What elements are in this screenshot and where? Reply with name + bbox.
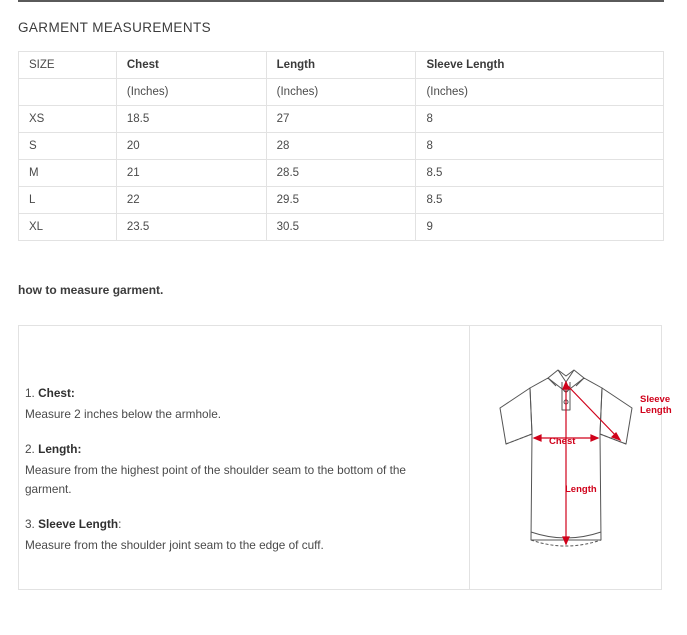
- cell-length: 28: [266, 133, 416, 160]
- instruction-sleeve-term: Sleeve Length: [38, 517, 119, 531]
- top-divider: [18, 0, 664, 2]
- instruction-sleeve-number: 3.: [25, 517, 39, 531]
- measurement-guide-panel: [18, 325, 672, 590]
- cell-size: XL: [19, 214, 117, 241]
- instruction-chest-term: Chest:: [38, 386, 75, 400]
- cell-chest: 18.5: [116, 106, 266, 133]
- instruction-sleeve-length: [25, 515, 455, 555]
- table-row: [19, 160, 664, 187]
- column-header-size: SIZE: [19, 52, 117, 79]
- cell-sleeve: 8: [416, 133, 664, 160]
- page-title: GARMENT MEASUREMENTS: [18, 20, 212, 35]
- instruction-length-term: Length:: [38, 442, 82, 456]
- instruction-chest-number: 1.: [25, 386, 39, 400]
- instruction-length-number: 2.: [25, 442, 39, 456]
- cell-sleeve: 8.5: [416, 187, 664, 214]
- table-row: [19, 133, 664, 160]
- table-units-row: [19, 79, 664, 106]
- diagram-label-chest: Chest: [549, 436, 576, 447]
- diagram-label-length: Length: [565, 484, 597, 495]
- polo-shirt-illustration: [470, 326, 662, 589]
- howto-heading: how to measure garment.: [18, 283, 164, 297]
- cell-chest: 22: [116, 187, 266, 214]
- diagram-label-sleeve-line1: Sleeve: [640, 394, 671, 405]
- cell-chest: 23.5: [116, 214, 266, 241]
- cell-length: 30.5: [266, 214, 416, 241]
- column-header-sleeve-length: Sleeve Length: [416, 52, 664, 79]
- cell-length: 29.5: [266, 187, 416, 214]
- cell-length: 27: [266, 106, 416, 133]
- table-row: [19, 106, 664, 133]
- instructions-list: [25, 384, 455, 555]
- cell-length: 28.5: [266, 160, 416, 187]
- instruction-chest-description: Measure 2 inches below the armhole.: [25, 407, 222, 421]
- instruction-sleeve-lead: [25, 515, 455, 534]
- column-header-chest: Chest: [116, 52, 266, 79]
- instruction-sleeve-description: Measure from the shoulder joint seam to the edge of cuff.: [25, 538, 324, 552]
- instruction-chest: [25, 384, 455, 424]
- unit-cell-chest: (Inches): [116, 79, 266, 106]
- instruction-length-lead: [25, 440, 455, 459]
- instruction-length: [25, 440, 455, 499]
- unit-cell-length: (Inches): [266, 79, 416, 106]
- column-header-length: Length: [266, 52, 416, 79]
- cell-sleeve: 9: [416, 214, 664, 241]
- cell-sleeve: 8.5: [416, 160, 664, 187]
- unit-cell-sleeve: (Inches): [416, 79, 664, 106]
- cell-size: M: [19, 160, 117, 187]
- diagram-label-sleeve-length: [640, 394, 680, 416]
- unit-cell-size: [19, 79, 117, 106]
- garment-measurements-table: [18, 51, 664, 241]
- table-row: [19, 214, 664, 241]
- cell-chest: 21: [116, 160, 266, 187]
- instruction-sleeve-suffix: :: [118, 517, 122, 531]
- diagram-label-sleeve-line2: Length: [640, 405, 672, 416]
- table-row: [19, 187, 664, 214]
- cell-size: XS: [19, 106, 117, 133]
- instruction-chest-lead: [25, 384, 455, 403]
- cell-sleeve: 8: [416, 106, 664, 133]
- garment-diagram: [470, 326, 672, 589]
- cell-chest: 20: [116, 133, 266, 160]
- table-header-row: [19, 52, 664, 79]
- instruction-length-description: Measure from the highest point of the shoulder seam to the bottom of the garment.: [25, 463, 406, 496]
- cell-size: S: [19, 133, 117, 160]
- cell-size: L: [19, 187, 117, 214]
